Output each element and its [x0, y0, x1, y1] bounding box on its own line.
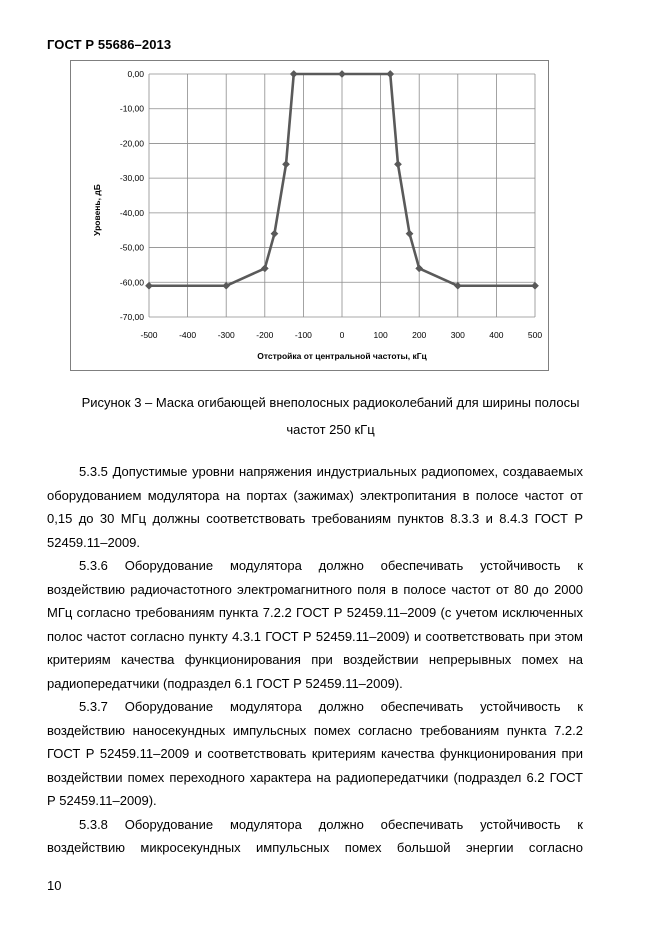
y-tick-label: -30,00: [119, 173, 144, 184]
chart-svg: [70, 60, 549, 371]
paragraph-5-3-5: 5.3.5 Допустимые уровни напряжения индустриальных радиопомех, создаваемых оборудованием модулятора на портах (зажимах) электропитания в полосе частот от 0,15 до 30 МГц должны соответствовать требованиям пунктов 8.3.3 и 8.4.3 ГОСТ Р 52459.11–2009.: [47, 464, 583, 550]
x-tick-label: -100: [294, 330, 312, 340]
x-tick-label: -400: [179, 330, 197, 340]
y-tick-label: -20,00: [119, 138, 144, 149]
paragraph-5-3-8: 5.3.8 Оборудование модулятора должно обеспечивать устойчивость к воздействию микросекундных импульсных помех большой энергии согласно: [47, 816, 583, 855]
x-tick-label: 100: [373, 330, 388, 340]
y-tick-label: -50,00: [119, 242, 144, 253]
page-number: 10: [47, 878, 62, 893]
x-axis-label: Отстройка от центральной частоты, кГц: [257, 351, 427, 361]
x-tick-label: 400: [489, 330, 504, 340]
y-tick-label: -10,00: [119, 103, 144, 114]
y-axis-label: Уровень, дБ: [92, 184, 102, 236]
document-standard-id: ГОСТ Р 55686–2013: [47, 37, 172, 52]
x-tick-label: -300: [217, 330, 235, 340]
paragraph-5-3-7: 5.3.7 Оборудование модулятора должно обеспечивать устойчивость к воздействию наносекундных импульсных помех согласно требованиям пункта 7.2.2 ГОСТ Р 52459.11–2009 и соответствовать критериям качества функционирования при воздействии помех переходного характера на радиопередатчики (подраздел 6.2 ГОСТ Р 52459.11–2009).: [47, 699, 583, 808]
paragraph-5-3-6: 5.3.6 Оборудование модулятора должно обеспечивать устойчивость к воздействию радиочастотного электромагнитного поля в полосе частот от 80 до 2000 МГц согласно требованиям пункта 7.2.2 ГОСТ Р 52459.11–2009 (с учетом исключенных полос частот согласно пункту 4.3.1 ГОСТ Р 52459.11–2009) и соответствовать при этом критериям качества функционирования при воздействии непрерывных помех на радиопередатчики (подраздел 6.1 ГОСТ Р 52459.11–2009).: [47, 558, 583, 691]
x-tick-label: 500: [527, 330, 543, 340]
figure-caption-line-1: Рисунок 3 – Маска огибающей внеполосных радиоколебаний для ширины полосы: [81, 395, 580, 410]
y-tick-label: -40,00: [119, 207, 144, 218]
x-tick-label: 200: [412, 330, 427, 340]
x-tick-label: 300: [450, 330, 465, 340]
y-tick-label: -70,00: [119, 312, 144, 322]
x-tick-label: 0: [339, 330, 345, 340]
y-tick-label: 0,00: [127, 69, 144, 79]
figure-3-chart: [70, 60, 549, 371]
body-text: [47, 460, 583, 860]
x-tick-label: -500: [140, 330, 158, 340]
figure-caption: [47, 389, 614, 443]
y-tick-label: -60,00: [119, 277, 144, 288]
x-tick-label: -200: [256, 330, 274, 340]
figure-caption-line-2: частот 250 кГц: [286, 422, 375, 437]
